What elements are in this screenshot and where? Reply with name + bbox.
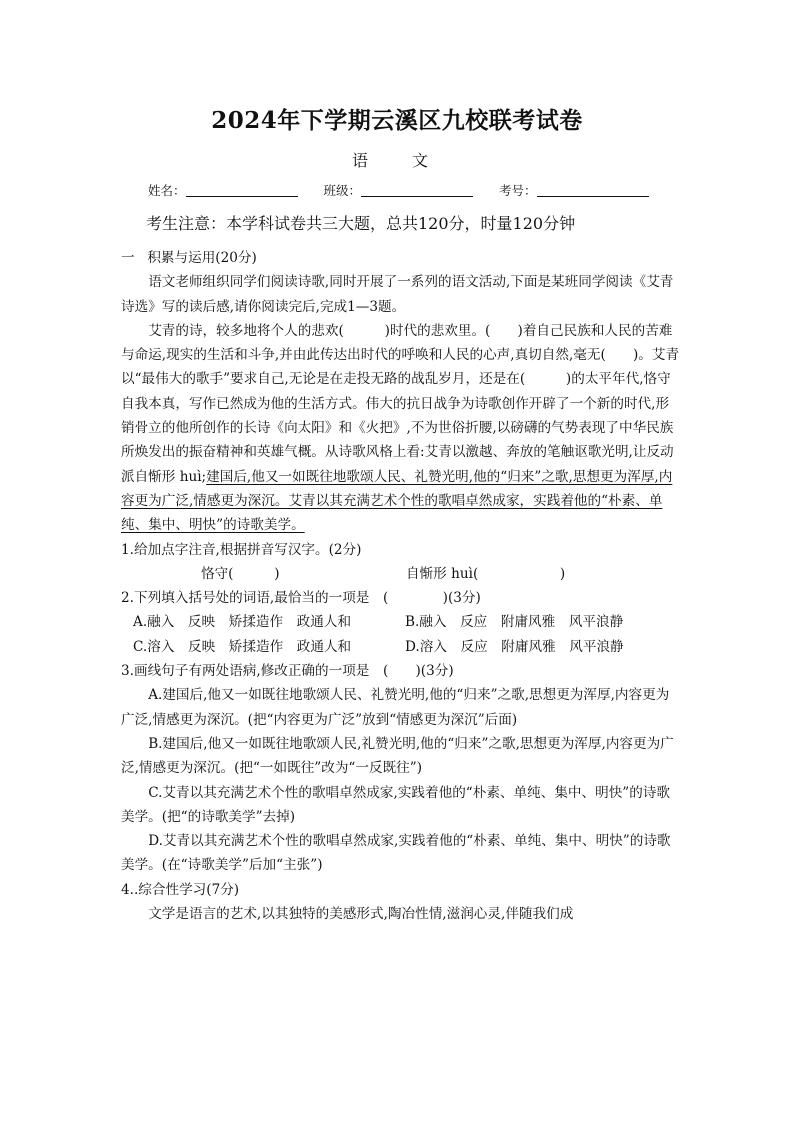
passage-plain: 艾青的诗，较多地将个人的悲欢( )时代的悲欢里。( )着自己民族和人民的苦难与命运,现实的生活和斗争,并由此传达出时代的呼唤和人民的心声,真切自然,毫无( )。艾青以“最伟大的歌手”要求自己,无论是在走投无路的战乱岁月，还是在( )的太平年代,恪守自我本真，写作已然成为他的生活方式。伟大的抗日战争为诗歌创作开辟了一个新的时代,形销骨立的他所创作的长诗《向太阳》和《火把》,不为世俗折腰,以磅礴的气势表现了中华民族所焕发出的振奋精神和英雄气概。从诗歌风格上看:艾青以激越、奔放的笔触讴歌光明,让反动派自惭形 huì; (121, 322, 680, 485)
id-label: 考号： (499, 183, 537, 198)
reading-passage (121, 319, 681, 538)
q2-option-b: B.融入 反应 附庸风雅 风平浪静 (405, 614, 624, 631)
q1-item-b: 自惭形 huì( ) (406, 565, 566, 582)
q2-options-row1 (121, 610, 681, 634)
q3-option-a: A.建国后,他又一如既往地歌颂人民、礼赞光明,他的“归来”之歌,思想更为浑厚,内容更为广泛,情感更为深沉。(把“内容更为广泛”放到“情感更为深沉”后面) (121, 687, 670, 728)
passage-underlined: 建国后,他又一如既往地歌颂人民、礼赞光明,他的“归来”之歌,思想更为浑厚,内容更为广泛,情感更为深沉。艾青以其充满艺术个性的歌唱卓然成家，实践着他的“朴素、单纯、集中、明快”的诗歌美学。 (121, 468, 673, 534)
section-title: 积累与运用(20分) (147, 250, 257, 266)
id-blank (537, 184, 649, 197)
q4-text: 文学是语言的艺术,以其独特的美感形式,陶冶性情,滋润心灵,伴随我们成 (148, 906, 574, 923)
section-heading (121, 246, 681, 270)
exam-notice: 考生注意：本学科试卷共三大题，总共120分，时量120分钟 (146, 214, 576, 233)
section-number: 一 (121, 250, 135, 266)
q3-stem: 3.画线句子有两处语病,修改正确的一项是 ( )(3分) (121, 663, 454, 680)
name-blank (186, 184, 298, 197)
q2-option-c: C.溶入 反映 矫揉造作 政通人和 (133, 638, 352, 655)
q2-option-d: D.溶入 反应 附庸风雅 风平浪静 (405, 638, 624, 655)
q3-option-c: C.艾青以其充满艺术个性的歌唱卓然成家,实践着他的“朴素、单纯、集中、明快”的诗歌美学。(把“的诗歌美学”去掉) (121, 784, 671, 825)
exam-subject: 语 文 (351, 151, 442, 170)
q3-option-b: B.建国后,他又一如既往地歌颂人民,礼赞光明,他的“归来”之歌,思想更为浑厚,内容更为广泛,情感更为深沉。(把“一如既往”改为“一反既往”) (121, 735, 674, 777)
q4-stem: 4..综合性学习(7分) (121, 881, 240, 898)
q2-option-a: A.融入 反映 矫揉造作 政通人和 (133, 614, 352, 631)
q1-item-a: 恪守( ) (201, 565, 280, 582)
class-label: 班级： (323, 183, 362, 198)
exam-title: 2024年下学期云溪区九校联考试卷 (211, 107, 583, 134)
q1-stem: 1.给加点字注音,根据拼音写汉字。(2分) (121, 541, 362, 558)
q1-items (121, 562, 681, 586)
q2-stem: 2.下列填入括号处的词语,最恰当的一项是 ( )(3分) (121, 590, 481, 607)
section-intro: 语文老师组织同学们阅读诗歌,同时开展了一系列的语文活动,下面是某班同学阅读《艾青诗选》写的读后感,请你阅读完后,完成1—3题。 (121, 274, 674, 315)
student-info-row (148, 181, 671, 199)
name-label: 姓名： (148, 183, 186, 198)
exam-content (121, 246, 681, 926)
class-blank (361, 184, 473, 197)
q3-option-d: D.艾青以其充满艺术个性的歌唱卓然成家,实践着他的“朴素、单纯、集中、明快”的诗歌美学。(在“诗歌美学”后加“主张”) (121, 833, 671, 874)
q2-options-row2 (121, 635, 681, 659)
